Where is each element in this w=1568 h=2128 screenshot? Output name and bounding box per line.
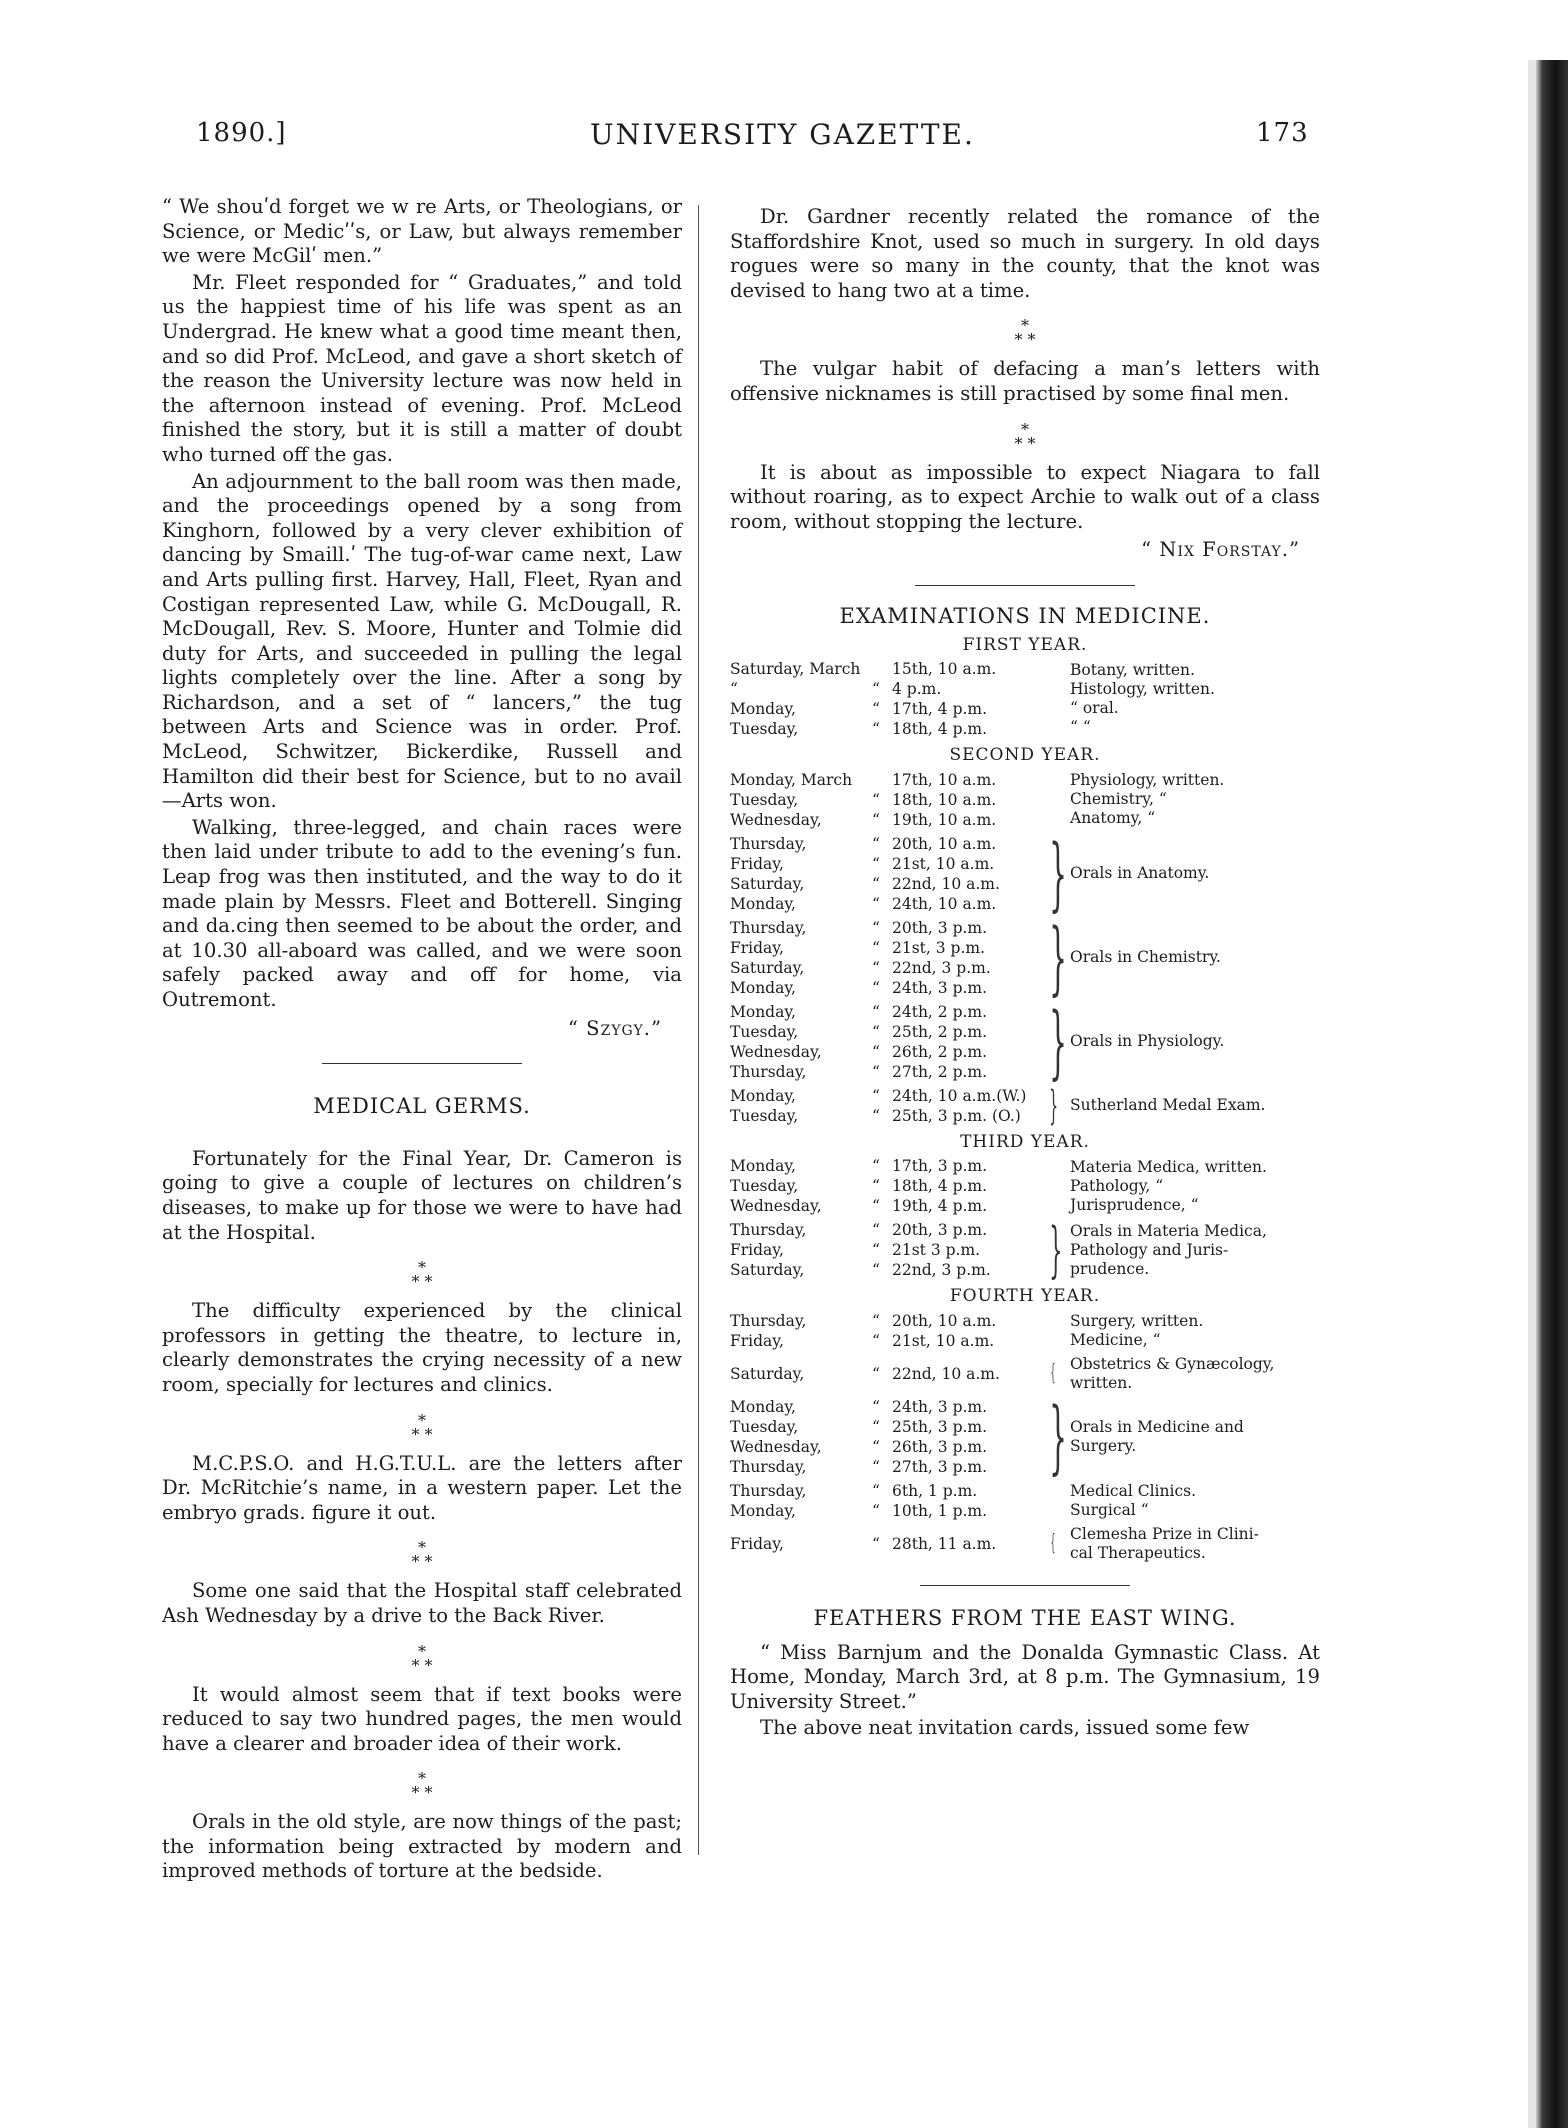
exam-group (730, 1481, 1320, 1521)
exam-ditto: “ (872, 680, 880, 699)
exam-group (730, 1355, 1320, 1393)
exam-date: 22nd, 10 a.m. (892, 874, 1000, 893)
exam-date: 24th, 3 p.m. (892, 978, 988, 997)
exam-row (730, 834, 1042, 854)
exam-date: 18th, 4 p.m. (892, 720, 988, 739)
exam-group (730, 1082, 1320, 1129)
exam-row (730, 1457, 1042, 1477)
exam-group (730, 1311, 1320, 1351)
exam-row (730, 719, 1042, 739)
exam-ditto: “ (872, 1022, 880, 1041)
exam-row (730, 770, 1042, 790)
exam-row (730, 918, 1042, 938)
section-rule (915, 585, 1135, 586)
exam-row (730, 1397, 1042, 1417)
exam-day: Thursday, (730, 1062, 807, 1081)
asterism-ornament: * * * (411, 1641, 433, 1675)
exam-day: Wednesday, (730, 810, 822, 829)
exam-row (730, 679, 1042, 699)
exam-row (730, 1196, 1042, 1216)
feathers-title: FEATHERS FROM THE EAST WING. (813, 1605, 1237, 1630)
exam-group (730, 1525, 1320, 1563)
exam-subject: Obstetrics & Gynæcology, (1070, 1354, 1275, 1373)
exam-day: “ (730, 680, 738, 699)
exam-subject: Medicine, “ (1070, 1330, 1161, 1349)
exam-day: Saturday, (730, 958, 805, 977)
exam-date: 25th, 3 p.m. (O.) (892, 1106, 1021, 1125)
exam-day: Friday, (730, 1331, 784, 1350)
exam-subjects (1064, 1158, 1320, 1215)
exam-date: 18th, 10 a.m. (892, 790, 997, 809)
exam-date: 26th, 3 p.m. (892, 1437, 988, 1456)
examination-schedule (730, 633, 1320, 1563)
exam-subject: Orals in Chemistry. (1070, 948, 1221, 967)
examinations-title: EXAMINATIONS IN MEDICINE. (839, 603, 1211, 628)
exam-ditto: “ (872, 1364, 880, 1383)
exam-row (730, 1086, 1042, 1106)
exam-date: 17th, 3 p.m. (892, 1157, 988, 1176)
exam-day: Monday, (730, 700, 796, 719)
exam-subject: Surgery. (1070, 1436, 1137, 1455)
exam-day: Saturday, March (730, 660, 861, 679)
exam-subjects (1064, 771, 1320, 828)
exam-ditto (860, 659, 892, 679)
exam-ditto: “ (872, 1397, 880, 1416)
exam-row (730, 1220, 1042, 1240)
exam-date: 6th, 1 p.m. (892, 1481, 978, 1500)
exam-day: Monday, (730, 1002, 796, 1021)
germ-item: M.C.P.S.O. and H.G.T.U.L. are the letters after Dr. McRitchie’s name, in a western paper. Let the embryo grads. figure it out. (162, 1451, 682, 1524)
exam-date: 21st, 10 a.m. (892, 854, 995, 873)
exam-subject: Orals in Materia Medica, (1070, 1221, 1267, 1240)
exam-day: Saturday, (730, 1261, 805, 1280)
brace-mark: } (1049, 910, 1067, 1004)
exam-day: Tuesday, (730, 1177, 799, 1196)
brace-mark: } (1049, 994, 1067, 1088)
exam-row (730, 1481, 1042, 1501)
brace-mark: { (1050, 1530, 1056, 1556)
exam-date: 24th, 3 p.m. (892, 1397, 988, 1416)
exam-ditto: “ (872, 810, 880, 829)
exam-day: Monday, March (730, 770, 853, 789)
exam-row (730, 1260, 1042, 1280)
gem-item: The vulgar habit of defacing a man’s letters with offensive nicknames is still practised by some final men. (730, 357, 1320, 405)
exam-date: 24th, 10 a.m. (892, 894, 997, 913)
intro-paragraph: An adjournment to the ball room was then made, and the proceedings opened by a song from Kinghorn, followed by a very clever exhibition of dancing by Smaill.ʹ The tug-of-war came next, Law and Arts pulling first. Harvey, Hall, Fleet, Ryan and Costigan represented Law, while G. McDougall, R. McDougall, Rev. S. Moore, Hunter and Tolmie did duty for Arts, and succeeded in pulling the legal lights completely over the line. After a song by Richardson, and a set of “ lancers,” the tug between Arts and Science was in order. Prof. McLeod, Schwitzer, Bickerdike, Russell and Hamilton did their best for Science, but to no avail—Arts won. (162, 469, 682, 813)
exam-date: 22nd, 3 p.m. (892, 1261, 991, 1280)
exam-ditto: “ (872, 1002, 880, 1021)
exam-ditto: “ (872, 1311, 880, 1330)
exam-subject: Medical Clinics. (1070, 1481, 1197, 1500)
section-rule (322, 1063, 522, 1064)
exam-subjects (1064, 948, 1320, 967)
exam-row (730, 874, 1042, 894)
exam-ditto: “ (872, 1221, 880, 1240)
exam-day: Wednesday, (730, 1042, 822, 1061)
gems-signature: “ Nix Forstay.” (1141, 538, 1300, 562)
exam-subject: Pathology, “ (1070, 1176, 1164, 1195)
feathers-paragraph: The above neat invitation cards, issued some few (760, 1716, 1250, 1740)
exam-day: Thursday, (730, 1481, 807, 1500)
exam-group (730, 994, 1320, 1088)
exam-date: 25th, 3 p.m. (892, 1417, 988, 1436)
brace-mark: } (1049, 826, 1067, 920)
exam-date: 24th, 10 a.m.(W.) (892, 1086, 1027, 1105)
exam-ditto: “ (872, 918, 880, 937)
exam-day: Saturday, (730, 874, 805, 893)
exam-day: Wednesday, (730, 1437, 822, 1456)
exam-day: Tuesday, (730, 790, 799, 809)
exam-ditto: “ (872, 790, 880, 809)
exam-day: Thursday, (730, 1221, 807, 1240)
exam-row (730, 659, 1042, 679)
exam-day: Tuesday, (730, 1106, 799, 1125)
exam-day: Monday, (730, 1501, 796, 1520)
exam-row (730, 1240, 1042, 1260)
exam-day: Monday, (730, 1157, 796, 1176)
exam-ditto (860, 770, 892, 790)
exam-day: Friday, (730, 938, 784, 957)
intro-paragraph: “ We shouʹd forget we w re Arts, or Theologians, or Science, or Medicʹʹs, or Law, but always remember we were McGilʹ men.” (162, 195, 682, 268)
exam-subject: Anatomy, “ (1070, 809, 1156, 828)
exam-year-heading: SECOND YEAR. (949, 745, 1101, 766)
intro-signature: “ Szygy.” (567, 1016, 662, 1040)
exam-group (730, 659, 1320, 739)
exam-ditto: “ (872, 1062, 880, 1081)
exam-subject: prudence. (1070, 1259, 1150, 1278)
exam-day: Tuesday, (730, 1417, 799, 1436)
germ-item: It would almost seem that if text books were reduced to say two hundred pages, the men would have a clearer and broader idea of their work. (162, 1682, 682, 1755)
exam-subject: Orals in Medicine and (1070, 1417, 1244, 1436)
exam-day: Friday, (730, 854, 784, 873)
exam-subject: Jurisprudence, “ (1070, 1195, 1199, 1214)
exam-row (730, 1156, 1042, 1176)
right-column (730, 205, 1320, 1741)
exam-row (730, 1364, 1042, 1384)
exam-subject: Surgical “ (1070, 1500, 1149, 1519)
exam-subjects (1064, 1032, 1320, 1051)
exam-subjects (1064, 1482, 1320, 1520)
exam-subject: Surgery, written. (1070, 1311, 1204, 1330)
exam-day: Tuesday, (730, 1022, 799, 1041)
exam-row (730, 1176, 1042, 1196)
exam-date: 22nd, 3 p.m. (892, 958, 991, 977)
exam-date: 26th, 2 p.m. (892, 1042, 988, 1061)
asterism-ornament: * * * (1014, 316, 1036, 350)
exam-date: 21st 3 p.m. (892, 1241, 981, 1260)
exam-date: 20th, 3 p.m. (892, 1221, 988, 1240)
exam-day: Thursday, (730, 1457, 807, 1476)
exam-date: 4 p.m. (892, 680, 942, 699)
brace-mark: } (1049, 1082, 1059, 1129)
exam-subject: Chemistry, “ (1070, 790, 1167, 809)
exam-day: Friday, (730, 1241, 784, 1260)
gem-item: Dr. Gardner recently related the romance of the Staffordshire Knot, used so much in surgery. In old days rogues were so many in the county, that the knot was devised to hang two at a time. (730, 205, 1320, 302)
exam-row (730, 810, 1042, 830)
intro-paragraph: Mr. Fleet responded for “ Graduates,” and told us the happiest time of his life was spent as an Undergrad. He knew what a good time meant then, and so did Prof. McLeod, and gave a short sketch of the reason the University lecture was now held in the afternoon instead of evening. Prof. McLeod finished the story, but it is still a matter of doubt who turned off the gas. (162, 270, 682, 466)
exam-date: 19th, 10 a.m. (892, 810, 997, 829)
exam-subjects (1064, 661, 1320, 737)
exam-date: 21st, 10 a.m. (892, 1331, 995, 1350)
asterism-ornament: * * * (1014, 419, 1036, 453)
exam-date: 20th, 10 a.m. (892, 834, 997, 853)
exam-year-heading: FOURTH YEAR. (949, 1286, 1101, 1307)
exam-row (730, 1022, 1042, 1042)
header-year: 1890.] (196, 118, 287, 148)
exam-year-heading: FIRST YEAR. (962, 634, 1088, 655)
feathers-paragraph: “ Miss Barnjum and the Donalda Gymnastic Class. At Home, Monday, March 3rd, at 8 p.m. The Gymnasium, 19 University Street.” (730, 1640, 1320, 1713)
germ-item: Orals in the old style, are now things of the past; the information being extracted by modern and improved methods of torture at the bedside. (162, 1810, 682, 1883)
exam-subjects (1064, 864, 1320, 883)
exam-ditto: “ (872, 978, 880, 997)
exam-date: 20th, 3 p.m. (892, 918, 988, 937)
exam-ditto: “ (872, 834, 880, 853)
exam-row (730, 894, 1042, 914)
exam-row (730, 958, 1042, 978)
exam-subject: Physiology, written. (1070, 771, 1225, 790)
exam-date: 20th, 10 a.m. (892, 1311, 997, 1330)
exam-subject: Sutherland Medal Exam. (1070, 1096, 1266, 1115)
exam-ditto: “ (872, 1501, 880, 1520)
exam-date: 15th, 10 a.m. (892, 660, 997, 679)
exam-subject: Materia Medica, written. (1070, 1157, 1267, 1176)
exam-row (730, 1501, 1042, 1521)
exam-ditto: “ (872, 700, 880, 719)
exam-subject: written. (1070, 1373, 1133, 1392)
exam-day: Monday, (730, 1397, 796, 1416)
section-rule (920, 1585, 1130, 1586)
exam-row (730, 1331, 1042, 1351)
exam-ditto: “ (872, 1197, 880, 1216)
exam-ditto: “ (872, 894, 880, 913)
exam-subjects (1064, 1355, 1320, 1393)
brace-mark: } (1049, 1215, 1063, 1286)
exam-row (730, 1417, 1042, 1437)
exam-ditto: “ (872, 1481, 880, 1500)
germ-item: The difficulty experienced by the clinical professors in getting the theatre, to lecture in, clearly demonstrates the crying necessity of a new room, specially for lectures and clinics. (162, 1299, 682, 1396)
exam-ditto: “ (872, 1457, 880, 1476)
exam-ditto: “ (872, 1177, 880, 1196)
exam-day: Friday, (730, 1534, 784, 1553)
exam-group (730, 910, 1320, 1004)
exam-date: 25th, 2 p.m. (892, 1022, 988, 1041)
exam-ditto: “ (872, 854, 880, 873)
exam-day: Tuesday, (730, 720, 799, 739)
exam-ditto: “ (872, 1437, 880, 1456)
exam-subject: Histology, written. (1070, 680, 1215, 699)
exam-ditto: “ (872, 1534, 880, 1553)
exam-subject: Orals in Anatomy. (1070, 864, 1210, 883)
exam-date: 27th, 3 p.m. (892, 1457, 988, 1476)
exam-ditto: “ (872, 1417, 880, 1436)
exam-subjects (1064, 1418, 1320, 1456)
exam-row (730, 1311, 1042, 1331)
exam-ditto: “ (872, 1086, 880, 1105)
exam-date: 22nd, 10 a.m. (892, 1364, 1000, 1383)
intro-paragraph: Walking, three-legged, and chain races were then laid under tribute to add to the evening’s fun. Leap frog was then instituted, and the way to do it made plain by Messrs. Fleet and Botterell. Singing and da.cing then seemed to be about the order, and at 10.30 all-aboard was called, and we were soon safely packed away and off for home, via Outremont. (162, 815, 682, 1011)
exam-date: 10th, 1 p.m. (892, 1501, 988, 1520)
exam-year-heading: THIRD YEAR. (960, 1131, 1090, 1152)
exam-subjects (1064, 1222, 1320, 1279)
exam-date: 27th, 2 p.m. (892, 1062, 988, 1081)
exam-date: 17th, 4 p.m. (892, 700, 988, 719)
exam-row (730, 978, 1042, 998)
brace-mark: } (1049, 1389, 1067, 1483)
exam-ditto: “ (872, 874, 880, 893)
page-shadow (1528, 60, 1536, 2128)
exam-ditto: “ (872, 1106, 880, 1125)
exam-group (730, 826, 1320, 920)
exam-subject: Botany, written. (1070, 661, 1195, 680)
exam-row (730, 1062, 1042, 1082)
exam-subject: “ oral. (1070, 699, 1119, 718)
exam-date: 21st, 3 p.m. (892, 938, 986, 957)
asterism-ornament: * * * (411, 1258, 433, 1292)
exam-subject: “ “ (1070, 718, 1091, 737)
exam-row (730, 1002, 1042, 1022)
exam-ditto: “ (872, 720, 880, 739)
left-column (162, 195, 682, 1884)
header-title: UNIVERSITY GAZETTE. (590, 118, 975, 151)
exam-subject: cal Therapeutics. (1070, 1543, 1206, 1562)
asterism-ornament: * * * (411, 1769, 433, 1803)
gem-item: It is about as impossible to expect Niagara to fall without roaring, as to expect Archie to walk out of a class room, without stopping the lecture. (730, 460, 1320, 533)
exam-day: Wednesday, (730, 1197, 822, 1216)
exam-ditto: “ (872, 1261, 880, 1280)
exam-group (730, 1215, 1320, 1286)
exam-subject: Orals in Physiology. (1070, 1032, 1225, 1051)
exam-day: Thursday, (730, 918, 807, 937)
exam-subjects (1064, 1525, 1320, 1563)
header-page-number: 173 (1256, 118, 1309, 148)
exam-ditto: “ (872, 1241, 880, 1260)
exam-row (730, 1042, 1042, 1062)
exam-ditto: “ (872, 1042, 880, 1061)
exam-day: Monday, (730, 978, 796, 997)
exam-day: Saturday, (730, 1364, 805, 1383)
asterism-ornament: * * * (411, 1410, 433, 1444)
exam-ditto: “ (872, 1157, 880, 1176)
exam-row (730, 699, 1042, 719)
column-divider (698, 205, 699, 1855)
exam-row (730, 854, 1042, 874)
asterism-ornament: * * * (411, 1538, 433, 1572)
germ-item: Some one said that the Hospital staff celebrated Ash Wednesday by a drive to the Back River. (162, 1579, 682, 1627)
brace-mark: { (1050, 1360, 1056, 1386)
germ-item: Fortunately for the Final Year, Dr. Cameron is going to give a couple of lectures on children’s diseases, to make up for those we were to have had at the Hospital. (162, 1146, 682, 1244)
exam-date: 17th, 10 a.m. (892, 770, 997, 789)
exam-row (730, 790, 1042, 810)
exam-row (730, 1437, 1042, 1457)
exam-subject: Pathology and Juris- (1070, 1240, 1229, 1259)
exam-row (730, 938, 1042, 958)
exam-date: 24th, 2 p.m. (892, 1002, 988, 1021)
book-spine-edge (1536, 60, 1568, 2128)
exam-day: Monday, (730, 894, 796, 913)
exam-date: 18th, 4 p.m. (892, 1177, 988, 1196)
exam-date: 19th, 4 p.m. (892, 1197, 988, 1216)
exam-group (730, 1389, 1320, 1483)
exam-day: Thursday, (730, 1311, 807, 1330)
exam-date: 28th, 11 a.m. (892, 1534, 997, 1553)
exam-subjects (1064, 1096, 1320, 1115)
exam-group (730, 1156, 1320, 1216)
medical-germs-title: MEDICAL GERMS. (313, 1094, 531, 1119)
exam-ditto: “ (872, 958, 880, 977)
exam-ditto: “ (872, 1331, 880, 1350)
exam-row (730, 1106, 1042, 1126)
exam-subjects (1064, 1312, 1320, 1350)
exam-day: Thursday, (730, 834, 807, 853)
exam-row (730, 1534, 1042, 1554)
exam-day: Monday, (730, 1086, 796, 1105)
exam-subject: Clemesha Prize in Clini- (1070, 1524, 1259, 1543)
exam-ditto: “ (872, 938, 880, 957)
exam-group (730, 770, 1320, 830)
